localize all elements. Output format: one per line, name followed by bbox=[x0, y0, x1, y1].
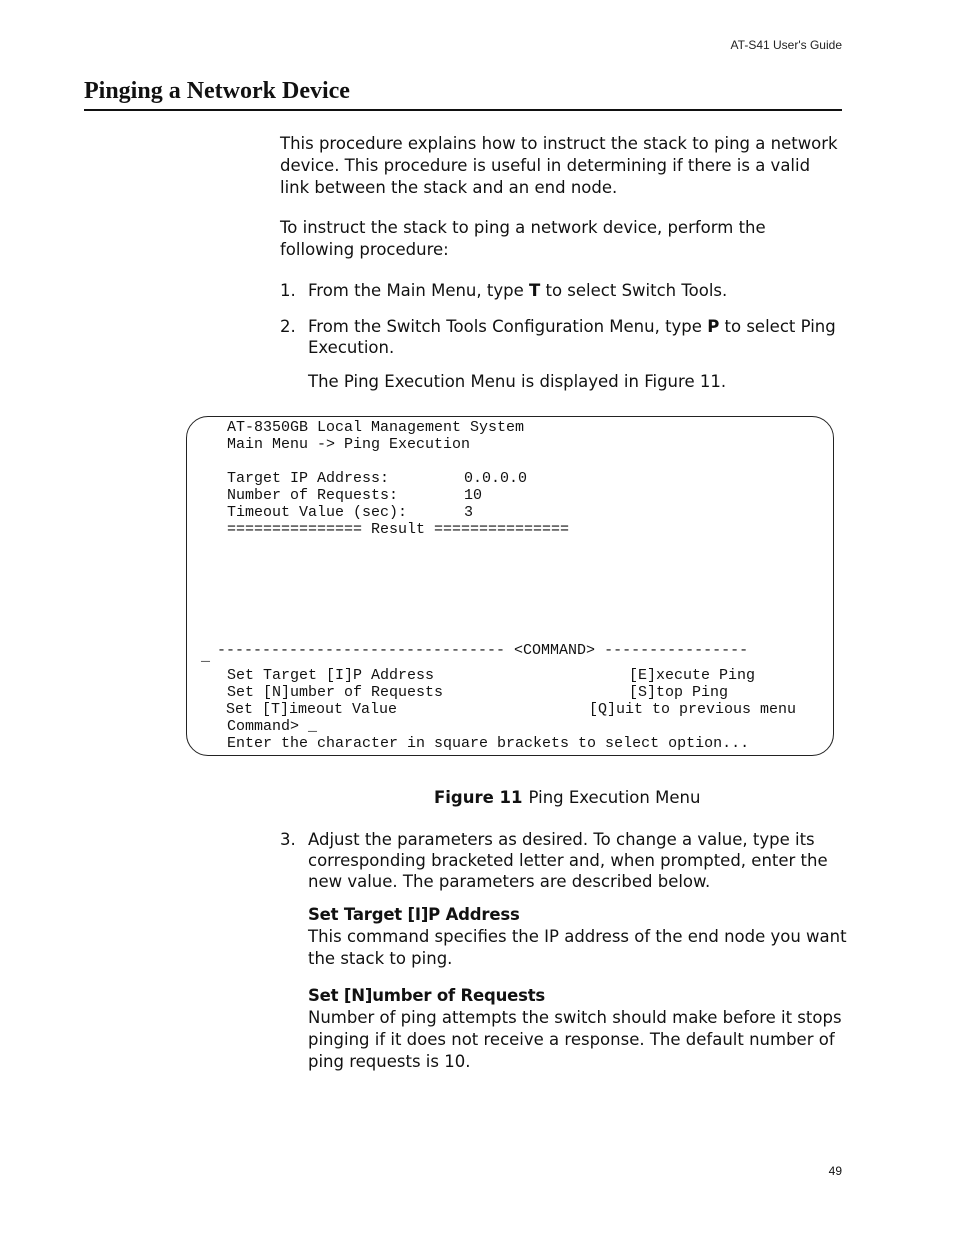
step-number: 2. bbox=[280, 317, 296, 336]
section-title: Pinging a Network Device bbox=[84, 78, 350, 104]
result-divider: =============== Result =============== bbox=[227, 521, 570, 538]
intro-paragraph-1: This procedure explains how to instruct the stack to ping a network device. This procedure is useful in determining if there is a valid link between the stack and an end node. bbox=[280, 134, 838, 197]
step-3 bbox=[280, 829, 840, 892]
command-divider: -------------------------------- <COMMAND> ---------------- bbox=[217, 642, 749, 659]
screen-system-title: AT-8350GB Local Management System bbox=[227, 419, 525, 436]
param-desc-requests: Number of ping attempts the switch should make before it stops pinging if it does not receive a response. The default number of ping requests is 10. bbox=[308, 1008, 842, 1071]
command-prompt: Command> _ bbox=[227, 718, 318, 735]
intro-paragraph-2: To instruct the stack to ping a network device, perform the following procedure: bbox=[280, 218, 766, 259]
page-number: 49 bbox=[828, 1164, 842, 1178]
running-header: AT-S41 User's Guide bbox=[730, 38, 842, 52]
timeout-label: Timeout Value (sec): bbox=[227, 504, 408, 521]
cmd-quit: [Q]uit to previous menu bbox=[589, 701, 797, 718]
step-text: From the Switch Tools Configuration Menu, type P to select Ping Execution. bbox=[308, 317, 836, 357]
step-2-note: The Ping Execution Menu is displayed in Figure 11. bbox=[308, 372, 727, 391]
target-ip-label: Target IP Address: bbox=[227, 470, 390, 487]
cmd-set-timeout: Set [T]imeout Value bbox=[226, 701, 398, 718]
cmd-set-number: Set [N]umber of Requests bbox=[227, 684, 444, 701]
step-1 bbox=[280, 280, 840, 302]
step-2 bbox=[280, 316, 840, 360]
cursor-mark: _ bbox=[201, 648, 211, 665]
step-text: Adjust the parameters as desired. To change a value, type its corresponding bracketed letter and, when prompted, enter the new value. The parameters are described below. bbox=[308, 830, 828, 891]
requests-value: 10 bbox=[464, 487, 483, 504]
target-ip-value: 0.0.0.0 bbox=[464, 470, 528, 487]
step-number: 3. bbox=[280, 830, 296, 849]
requests-label: Number of Requests: bbox=[227, 487, 399, 504]
screen-hint: Enter the character in square brackets to select option... bbox=[227, 735, 750, 752]
step-text: From the Main Menu, type T to select Switch Tools. bbox=[308, 281, 728, 300]
title-rule bbox=[84, 109, 842, 111]
step-number: 1. bbox=[280, 281, 296, 300]
param-desc-target-ip: This command specifies the IP address of the end node you want the stack to ping. bbox=[308, 927, 847, 968]
param-heading-target-ip: Set Target [I]P Address bbox=[308, 905, 520, 924]
cmd-execute-ping: [E]xecute Ping bbox=[629, 667, 756, 684]
figure-label: Figure 11 bbox=[434, 788, 523, 807]
figure-title: Ping Execution Menu bbox=[528, 788, 701, 807]
timeout-value: 3 bbox=[464, 504, 474, 521]
cmd-set-target-ip: Set Target [I]P Address bbox=[227, 667, 435, 684]
figure-caption bbox=[434, 788, 700, 807]
param-heading-requests: Set [N]umber of Requests bbox=[308, 986, 546, 1005]
screen-breadcrumb: Main Menu -> Ping Execution bbox=[227, 436, 471, 453]
cmd-stop-ping: [S]top Ping bbox=[629, 684, 729, 701]
